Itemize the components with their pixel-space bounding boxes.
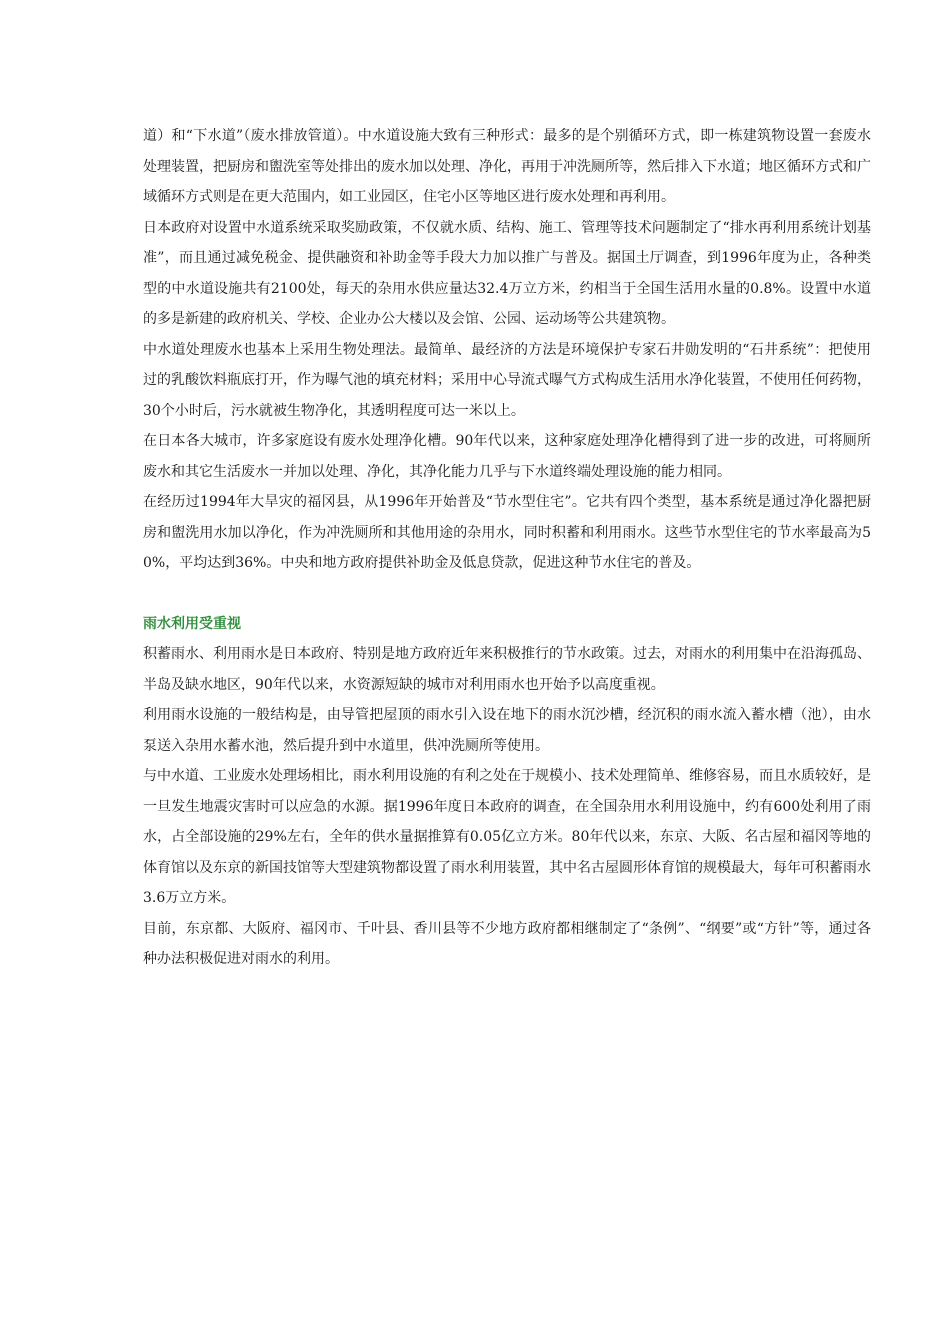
paragraph: 在日本各大城市，许多家庭设有废水处理净化槽。90年代以来，这种家庭处理净化槽得到了进一步的改进，可将厕所废水和其它生活废水一并加以处理、净化，其净化能力几乎与下水道终端处理设施的能力相同。 <box>143 433 871 480</box>
paragraph: 中水道处理废水也基本上采用生物处理法。最简单、最经济的方法是环境保护专家石井勋发明的“石井系统”：把使用过的乳酸饮料瓶底打开，作为曝气池的填充材料；采用中心导流式曝气方式构成生活用水净化装置，不使用任何药物，30个小时后，污水就被生物净化，其透明程度可达一米以上。 <box>143 341 871 419</box>
section-spacer <box>143 579 871 609</box>
paragraph: 利用雨水设施的一般结构是，由导管把屋顶的雨水引入设在地下的雨水沉沙槽，经沉积的雨水流入蓄水槽（池），由水泵送入杂用水蓄水池，然后提升到中水道里，供冲洗厕所等使用。 <box>143 707 871 754</box>
paragraph: 日本政府对设置中水道系统采取奖励政策，不仅就水质、结构、施工、管理等技术问题制定了“排水再利用系统计划基准”，而且通过减免税金、提供融资和补助金等手段大力加以推广与普及。据国土厅调查，到1996年度为止，各种类型的中水道设施共有2100处，每天的杂用水供应量达32.4万立方米，约相当于全国生活用水量的0.8%。设置中水道的多是新建的政府机关、学校、企业办公大楼以及会馆、公园、运动场等公共建筑物。 <box>143 219 871 327</box>
document-page <box>143 121 871 975</box>
paragraph: 与中水道、工业废水处理场相比，雨水利用设施的有利之处在于规模小、技术处理简单、维修容易，而且水质较好，是一旦发生地震灾害时可以应急的水源。据1996年度日本政府的调查，在全国杂用水利用设施中，约有600处利用了雨水，占全部设施的29%左右，全年的供水量据推算有0.05亿立方米。80年代以来，东京、大阪、名古屋和福冈等地的体育馆以及东京的新国技馆等大型建筑物都设置了雨水利用装置，其中名古屋圆形体育馆的规模最大，每年可积蓄雨水3.6万立方米。 <box>143 768 871 906</box>
paragraph: 在经历过1994年大旱灾的福冈县，从1996年开始普及“节水型住宅”。它共有四个类型，基本系统是通过净化器把厨房和盥洗用水加以净化，作为冲洗厕所和其他用途的杂用水，同时积蓄和利用雨水。这些节水型住宅的节水率最高为50%，平均达到36%。中央和地方政府提供补助金及低息贷款，促进这种节水住宅的普及。 <box>143 494 871 571</box>
paragraph: 道）和“下水道”（废水排放管道）。中水道设施大致有三种形式：最多的是个别循环方式，即一栋建筑物设置一套废水处理装置，把厨房和盥洗室等处排出的废水加以处理、净化，再用于冲洗厕所等，然后排入下水道；地区循环方式和广域循环方式则是在更大范围内，如工业园区，住宅小区等地区进行废水处理和再利用。 <box>143 128 871 205</box>
section-heading: 雨水利用受重视 <box>143 615 241 632</box>
paragraph: 目前，东京都、大阪府、福冈市、千叶县、香川县等不少地方政府都相继制定了“条例”、“纲要”或“方针”等，通过各种办法积极促进对雨水的利用。 <box>143 920 871 967</box>
paragraph: 积蓄雨水、利用雨水是日本政府、特别是地方政府近年来积极推行的节水政策。过去，对雨水的利用集中在沿海孤岛、半岛及缺水地区，90年代以来，水资源短缺的城市对利用雨水也开始予以高度重视。 <box>143 646 871 693</box>
